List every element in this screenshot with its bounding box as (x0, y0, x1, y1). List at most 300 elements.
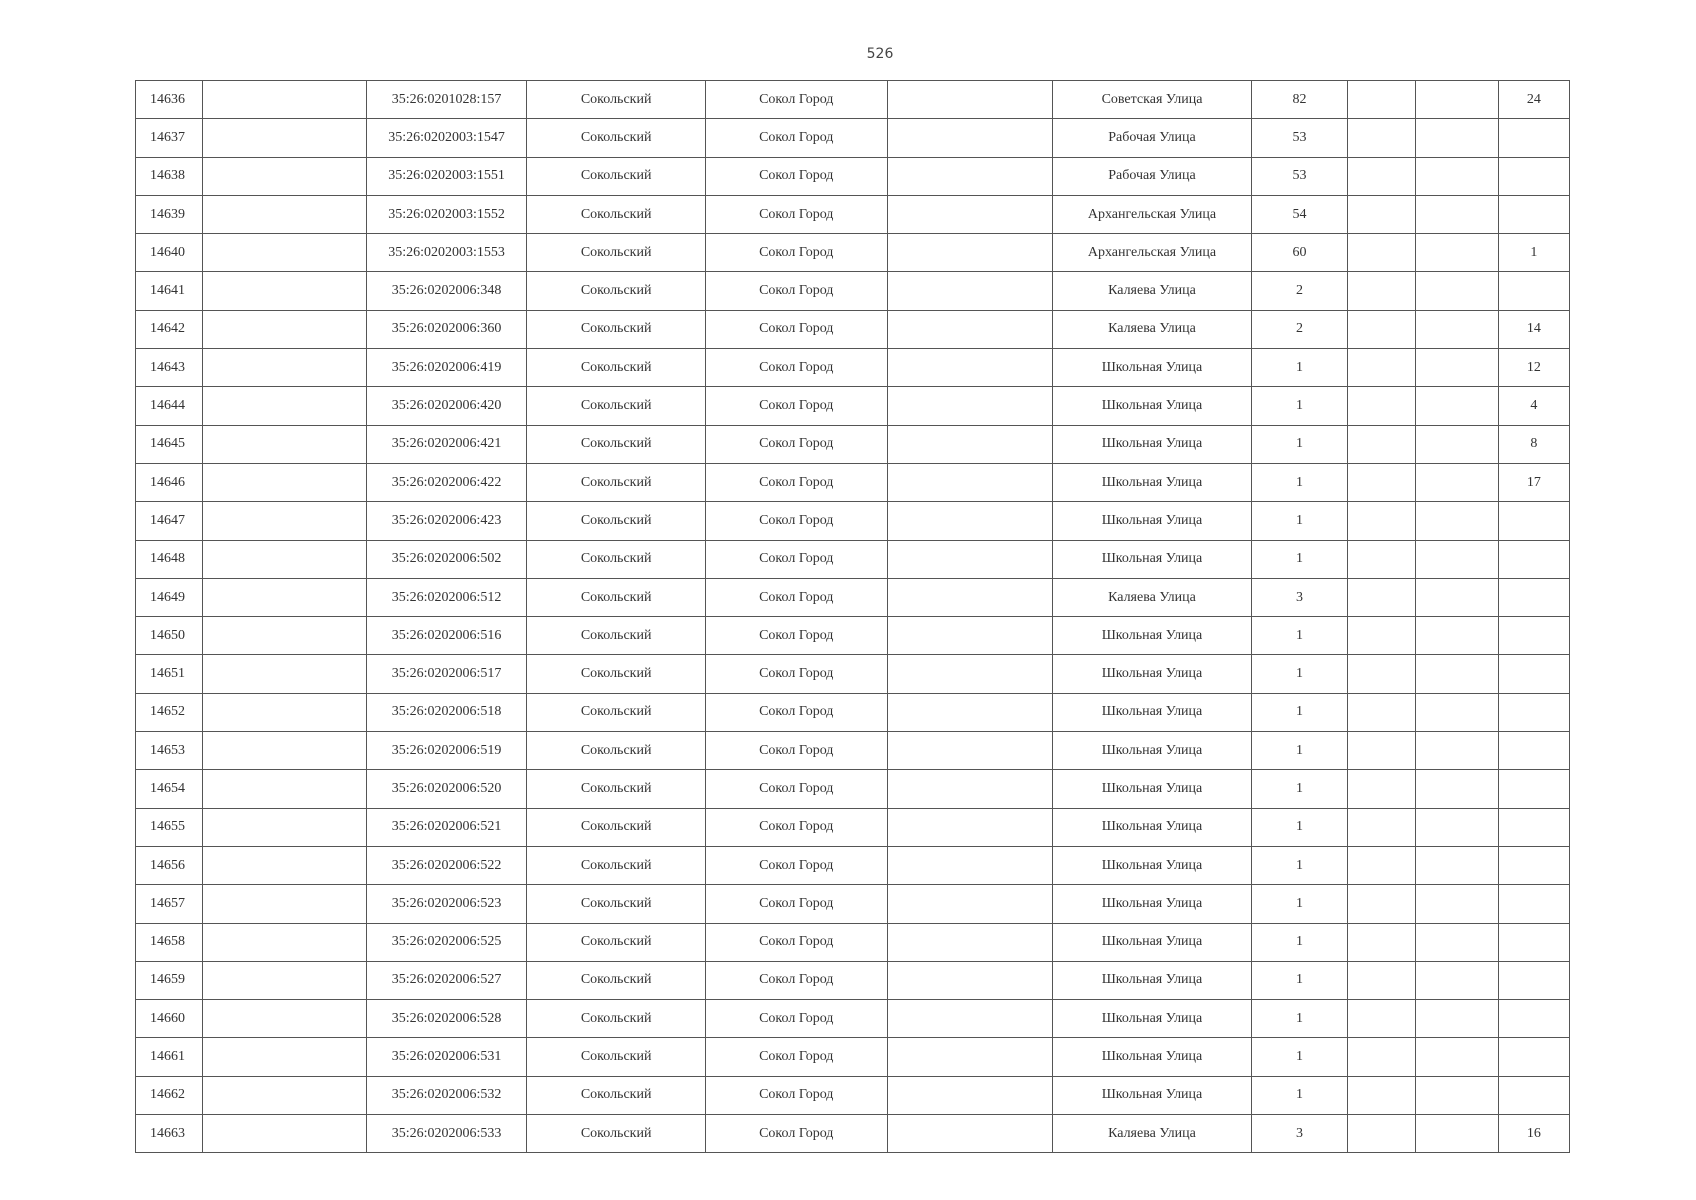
empty-cell (1416, 732, 1498, 770)
table-row (136, 463, 1570, 501)
empty-cell (203, 463, 367, 501)
district-cell: Сокольский (527, 272, 706, 310)
cadastral-number-cell: 35:26:0201028:157 (366, 81, 527, 119)
record-number-cell: 14642 (136, 310, 203, 348)
apartment-number-cell: 8 (1498, 425, 1569, 463)
empty-cell (203, 540, 367, 578)
district-cell: Сокольский (527, 234, 706, 272)
district-cell: Сокольский (527, 387, 706, 425)
record-number-cell: 14644 (136, 387, 203, 425)
house-number-cell: 1 (1251, 846, 1347, 884)
cadastral-number-cell: 35:26:0202003:1552 (366, 195, 527, 233)
table-row (136, 961, 1570, 999)
empty-cell (887, 425, 1053, 463)
cadastral-number-cell: 35:26:0202003:1553 (366, 234, 527, 272)
empty-cell (203, 770, 367, 808)
empty-cell (1348, 425, 1416, 463)
district-cell: Сокольский (527, 885, 706, 923)
empty-cell (1416, 578, 1498, 616)
house-number-cell: 1 (1251, 1076, 1347, 1114)
cadastral-number-cell: 35:26:0202003:1547 (366, 119, 527, 157)
empty-cell (887, 578, 1053, 616)
empty-cell (1348, 617, 1416, 655)
empty-cell (203, 502, 367, 540)
empty-cell (1348, 540, 1416, 578)
empty-cell (1348, 349, 1416, 387)
record-number-cell: 14658 (136, 923, 203, 961)
record-number-cell: 14650 (136, 617, 203, 655)
apartment-number-cell (1498, 502, 1569, 540)
house-number-cell: 82 (1251, 81, 1347, 119)
empty-cell (1348, 157, 1416, 195)
cadastral-number-cell: 35:26:0202006:512 (366, 578, 527, 616)
empty-cell (887, 732, 1053, 770)
house-number-cell: 1 (1251, 425, 1347, 463)
empty-cell (203, 387, 367, 425)
district-cell: Сокольский (527, 693, 706, 731)
record-number-cell: 14637 (136, 119, 203, 157)
empty-cell (1416, 1115, 1498, 1153)
cadastral-number-cell: 35:26:0202006:516 (366, 617, 527, 655)
district-cell: Сокольский (527, 732, 706, 770)
cadastral-number-cell: 35:26:0202006:502 (366, 540, 527, 578)
cadastral-number-cell: 35:26:0202006:528 (366, 1000, 527, 1038)
empty-cell (887, 655, 1053, 693)
locality-cell: Сокол Город (705, 1076, 887, 1114)
locality-cell: Сокол Город (705, 502, 887, 540)
table-row (136, 234, 1570, 272)
locality-cell: Сокол Город (705, 540, 887, 578)
house-number-cell: 53 (1251, 157, 1347, 195)
cadastral-number-cell: 35:26:0202006:518 (366, 693, 527, 731)
page-number: 526 (866, 46, 894, 62)
empty-cell (1348, 655, 1416, 693)
apartment-number-cell: 14 (1498, 310, 1569, 348)
record-number-cell: 14649 (136, 578, 203, 616)
district-cell: Сокольский (527, 1115, 706, 1153)
street-cell: Школьная Улица (1053, 425, 1252, 463)
empty-cell (1348, 693, 1416, 731)
empty-cell (203, 1038, 367, 1076)
empty-cell (887, 195, 1053, 233)
apartment-number-cell: 16 (1498, 1115, 1569, 1153)
district-cell: Сокольский (527, 463, 706, 501)
locality-cell: Сокол Город (705, 732, 887, 770)
apartment-number-cell: 24 (1498, 81, 1569, 119)
table-row (136, 1076, 1570, 1114)
district-cell: Сокольский (527, 923, 706, 961)
empty-cell (1416, 310, 1498, 348)
cadastral-number-cell: 35:26:0202006:423 (366, 502, 527, 540)
empty-cell (203, 578, 367, 616)
registry-table (135, 80, 1570, 1153)
empty-cell (203, 732, 367, 770)
locality-cell: Сокол Город (705, 157, 887, 195)
empty-cell (203, 81, 367, 119)
district-cell: Сокольский (527, 502, 706, 540)
cadastral-number-cell: 35:26:0202006:360 (366, 310, 527, 348)
apartment-number-cell (1498, 157, 1569, 195)
district-cell: Сокольский (527, 310, 706, 348)
empty-cell (887, 310, 1053, 348)
record-number-cell: 14647 (136, 502, 203, 540)
locality-cell: Сокол Город (705, 310, 887, 348)
empty-cell (203, 1000, 367, 1038)
empty-cell (1348, 387, 1416, 425)
empty-cell (203, 693, 367, 731)
district-cell: Сокольский (527, 81, 706, 119)
record-number-cell: 14660 (136, 1000, 203, 1038)
table-row (136, 157, 1570, 195)
house-number-cell: 3 (1251, 1115, 1347, 1153)
empty-cell (887, 923, 1053, 961)
empty-cell (1348, 502, 1416, 540)
street-cell: Школьная Улица (1053, 1000, 1252, 1038)
empty-cell (203, 425, 367, 463)
locality-cell: Сокол Город (705, 81, 887, 119)
table-row (136, 923, 1570, 961)
record-number-cell: 14659 (136, 961, 203, 999)
street-cell: Школьная Улица (1053, 808, 1252, 846)
district-cell: Сокольский (527, 846, 706, 884)
empty-cell (1416, 808, 1498, 846)
empty-cell (1416, 387, 1498, 425)
table-row (136, 349, 1570, 387)
cadastral-number-cell: 35:26:0202006:523 (366, 885, 527, 923)
street-cell: Школьная Улица (1053, 732, 1252, 770)
apartment-number-cell: 1 (1498, 234, 1569, 272)
empty-cell (203, 846, 367, 884)
district-cell: Сокольский (527, 540, 706, 578)
cadastral-number-cell: 35:26:0202006:522 (366, 846, 527, 884)
empty-cell (1416, 349, 1498, 387)
record-number-cell: 14640 (136, 234, 203, 272)
cadastral-number-cell: 35:26:0202003:1551 (366, 157, 527, 195)
cadastral-number-cell: 35:26:0202006:422 (366, 463, 527, 501)
house-number-cell: 1 (1251, 1038, 1347, 1076)
empty-cell (203, 310, 367, 348)
empty-cell (203, 195, 367, 233)
empty-cell (1348, 808, 1416, 846)
cadastral-number-cell: 35:26:0202006:533 (366, 1115, 527, 1153)
apartment-number-cell (1498, 770, 1569, 808)
locality-cell: Сокол Город (705, 387, 887, 425)
house-number-cell: 2 (1251, 272, 1347, 310)
empty-cell (1348, 463, 1416, 501)
locality-cell: Сокол Город (705, 1000, 887, 1038)
record-number-cell: 14638 (136, 157, 203, 195)
empty-cell (1348, 310, 1416, 348)
empty-cell (1348, 234, 1416, 272)
record-number-cell: 14656 (136, 846, 203, 884)
empty-cell (203, 961, 367, 999)
apartment-number-cell: 4 (1498, 387, 1569, 425)
empty-cell (203, 655, 367, 693)
locality-cell: Сокол Город (705, 349, 887, 387)
record-number-cell: 14662 (136, 1076, 203, 1114)
empty-cell (1348, 1076, 1416, 1114)
table-row (136, 693, 1570, 731)
street-cell: Каляева Улица (1053, 310, 1252, 348)
table-row (136, 272, 1570, 310)
empty-cell (1348, 1115, 1416, 1153)
apartment-number-cell (1498, 885, 1569, 923)
record-number-cell: 14645 (136, 425, 203, 463)
table-row (136, 540, 1570, 578)
record-number-cell: 14661 (136, 1038, 203, 1076)
district-cell: Сокольский (527, 157, 706, 195)
apartment-number-cell (1498, 119, 1569, 157)
locality-cell: Сокол Город (705, 923, 887, 961)
apartment-number-cell (1498, 195, 1569, 233)
empty-cell (1348, 119, 1416, 157)
district-cell: Сокольский (527, 119, 706, 157)
locality-cell: Сокол Город (705, 1038, 887, 1076)
locality-cell: Сокол Город (705, 808, 887, 846)
empty-cell (1348, 732, 1416, 770)
street-cell: Школьная Улица (1053, 617, 1252, 655)
empty-cell (1416, 119, 1498, 157)
street-cell: Школьная Улица (1053, 387, 1252, 425)
apartment-number-cell (1498, 1076, 1569, 1114)
empty-cell (887, 81, 1053, 119)
street-cell: Рабочая Улица (1053, 157, 1252, 195)
record-number-cell: 14652 (136, 693, 203, 731)
record-number-cell: 14643 (136, 349, 203, 387)
district-cell: Сокольский (527, 195, 706, 233)
cadastral-number-cell: 35:26:0202006:527 (366, 961, 527, 999)
house-number-cell: 1 (1251, 617, 1347, 655)
table-row (136, 502, 1570, 540)
empty-cell (203, 119, 367, 157)
cadastral-number-cell: 35:26:0202006:517 (366, 655, 527, 693)
registry-table-body (136, 81, 1570, 1153)
empty-cell (887, 540, 1053, 578)
street-cell: Архангельская Улица (1053, 234, 1252, 272)
district-cell: Сокольский (527, 1076, 706, 1114)
street-cell: Каляева Улица (1053, 578, 1252, 616)
street-cell: Архангельская Улица (1053, 195, 1252, 233)
empty-cell (1348, 923, 1416, 961)
locality-cell: Сокол Город (705, 119, 887, 157)
locality-cell: Сокол Город (705, 463, 887, 501)
empty-cell (203, 808, 367, 846)
street-cell: Советская Улица (1053, 81, 1252, 119)
empty-cell (887, 502, 1053, 540)
table-row (136, 846, 1570, 884)
locality-cell: Сокол Город (705, 234, 887, 272)
empty-cell (887, 463, 1053, 501)
table-row (136, 1000, 1570, 1038)
empty-cell (1416, 234, 1498, 272)
house-number-cell: 1 (1251, 540, 1347, 578)
empty-cell (1416, 1000, 1498, 1038)
cadastral-number-cell: 35:26:0202006:532 (366, 1076, 527, 1114)
district-cell: Сокольский (527, 349, 706, 387)
street-cell: Школьная Улица (1053, 349, 1252, 387)
empty-cell (203, 1115, 367, 1153)
district-cell: Сокольский (527, 808, 706, 846)
apartment-number-cell (1498, 1038, 1569, 1076)
cadastral-number-cell: 35:26:0202006:519 (366, 732, 527, 770)
street-cell: Школьная Улица (1053, 1076, 1252, 1114)
record-number-cell: 14654 (136, 770, 203, 808)
empty-cell (1416, 195, 1498, 233)
empty-cell (887, 846, 1053, 884)
record-number-cell: 14641 (136, 272, 203, 310)
empty-cell (203, 923, 367, 961)
apartment-number-cell (1498, 923, 1569, 961)
empty-cell (887, 1115, 1053, 1153)
cadastral-number-cell: 35:26:0202006:525 (366, 923, 527, 961)
cadastral-number-cell: 35:26:0202006:421 (366, 425, 527, 463)
street-cell: Рабочая Улица (1053, 119, 1252, 157)
cadastral-number-cell: 35:26:0202006:419 (366, 349, 527, 387)
district-cell: Сокольский (527, 1038, 706, 1076)
empty-cell (1416, 157, 1498, 195)
empty-cell (1348, 770, 1416, 808)
empty-cell (1416, 1038, 1498, 1076)
empty-cell (1348, 1000, 1416, 1038)
street-cell: Школьная Улица (1053, 693, 1252, 731)
empty-cell (1416, 770, 1498, 808)
empty-cell (1348, 885, 1416, 923)
house-number-cell: 1 (1251, 923, 1347, 961)
house-number-cell: 1 (1251, 808, 1347, 846)
district-cell: Сокольский (527, 617, 706, 655)
empty-cell (1416, 846, 1498, 884)
apartment-number-cell: 17 (1498, 463, 1569, 501)
empty-cell (1416, 425, 1498, 463)
locality-cell: Сокол Город (705, 425, 887, 463)
cadastral-number-cell: 35:26:0202006:521 (366, 808, 527, 846)
apartment-number-cell (1498, 272, 1569, 310)
empty-cell (1416, 81, 1498, 119)
street-cell: Каляева Улица (1053, 1115, 1252, 1153)
apartment-number-cell: 12 (1498, 349, 1569, 387)
table-row (136, 617, 1570, 655)
empty-cell (1348, 578, 1416, 616)
house-number-cell: 1 (1251, 349, 1347, 387)
apartment-number-cell (1498, 961, 1569, 999)
table-row (136, 655, 1570, 693)
house-number-cell: 1 (1251, 885, 1347, 923)
empty-cell (887, 693, 1053, 731)
locality-cell: Сокол Город (705, 693, 887, 731)
empty-cell (1416, 617, 1498, 655)
empty-cell (887, 961, 1053, 999)
street-cell: Школьная Улица (1053, 961, 1252, 999)
house-number-cell: 1 (1251, 387, 1347, 425)
locality-cell: Сокол Город (705, 846, 887, 884)
empty-cell (887, 1000, 1053, 1038)
record-number-cell: 14653 (136, 732, 203, 770)
record-number-cell: 14636 (136, 81, 203, 119)
street-cell: Школьная Улица (1053, 655, 1252, 693)
street-cell: Школьная Улица (1053, 540, 1252, 578)
record-number-cell: 14648 (136, 540, 203, 578)
district-cell: Сокольский (527, 961, 706, 999)
empty-cell (887, 885, 1053, 923)
locality-cell: Сокол Город (705, 1115, 887, 1153)
empty-cell (1348, 195, 1416, 233)
table-row (136, 387, 1570, 425)
street-cell: Каляева Улица (1053, 272, 1252, 310)
house-number-cell: 3 (1251, 578, 1347, 616)
table-row (136, 425, 1570, 463)
district-cell: Сокольский (527, 770, 706, 808)
empty-cell (1348, 961, 1416, 999)
house-number-cell: 1 (1251, 463, 1347, 501)
house-number-cell: 1 (1251, 732, 1347, 770)
locality-cell: Сокол Город (705, 195, 887, 233)
table-row (136, 81, 1570, 119)
empty-cell (203, 349, 367, 387)
record-number-cell: 14663 (136, 1115, 203, 1153)
empty-cell (887, 808, 1053, 846)
table-row (136, 195, 1570, 233)
house-number-cell: 1 (1251, 961, 1347, 999)
record-number-cell: 14657 (136, 885, 203, 923)
empty-cell (203, 157, 367, 195)
district-cell: Сокольский (527, 578, 706, 616)
apartment-number-cell (1498, 808, 1569, 846)
cadastral-number-cell: 35:26:0202006:420 (366, 387, 527, 425)
house-number-cell: 1 (1251, 1000, 1347, 1038)
apartment-number-cell (1498, 693, 1569, 731)
house-number-cell: 54 (1251, 195, 1347, 233)
street-cell: Школьная Улица (1053, 1038, 1252, 1076)
empty-cell (887, 119, 1053, 157)
street-cell: Школьная Улица (1053, 770, 1252, 808)
record-number-cell: 14655 (136, 808, 203, 846)
empty-cell (203, 272, 367, 310)
empty-cell (887, 617, 1053, 655)
empty-cell (1348, 81, 1416, 119)
locality-cell: Сокол Город (705, 655, 887, 693)
cadastral-number-cell: 35:26:0202006:348 (366, 272, 527, 310)
locality-cell: Сокол Город (705, 770, 887, 808)
street-cell: Школьная Улица (1053, 846, 1252, 884)
street-cell: Школьная Улица (1053, 885, 1252, 923)
apartment-number-cell (1498, 655, 1569, 693)
table-row (136, 578, 1570, 616)
empty-cell (1416, 1076, 1498, 1114)
house-number-cell: 53 (1251, 119, 1347, 157)
empty-cell (887, 272, 1053, 310)
empty-cell (887, 349, 1053, 387)
district-cell: Сокольский (527, 655, 706, 693)
empty-cell (1416, 463, 1498, 501)
table-row (136, 1115, 1570, 1153)
locality-cell: Сокол Город (705, 272, 887, 310)
record-number-cell: 14651 (136, 655, 203, 693)
empty-cell (1348, 846, 1416, 884)
apartment-number-cell (1498, 578, 1569, 616)
cadastral-number-cell: 35:26:0202006:520 (366, 770, 527, 808)
empty-cell (203, 617, 367, 655)
empty-cell (887, 157, 1053, 195)
empty-cell (1348, 272, 1416, 310)
empty-cell (1416, 272, 1498, 310)
empty-cell (887, 1076, 1053, 1114)
table-row (136, 808, 1570, 846)
house-number-cell: 1 (1251, 770, 1347, 808)
empty-cell (1416, 655, 1498, 693)
empty-cell (887, 1038, 1053, 1076)
empty-cell (1416, 502, 1498, 540)
district-cell: Сокольский (527, 1000, 706, 1038)
